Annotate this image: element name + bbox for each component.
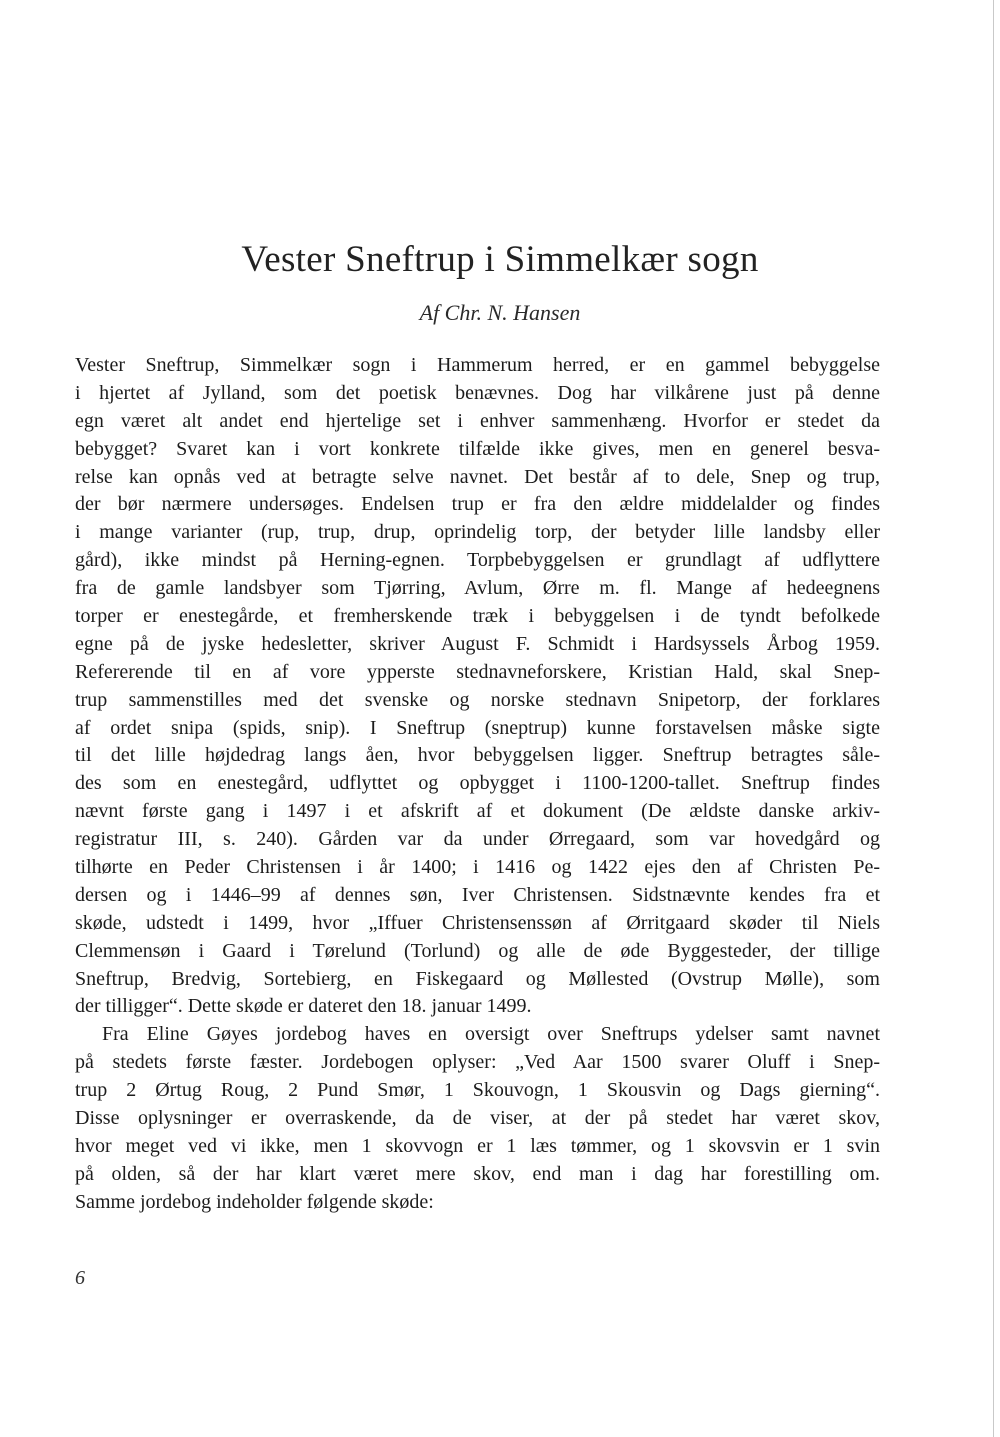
text-line: på stedets første fæster. Jordebogen oplyser: „Ved Aar 1500 svarer Oluff i Snep- (75, 1051, 880, 1074)
text-line: skøde, udstedt i 1499, hvor „Iffuer Christensenssøn af Ørritgaard skøder til Niels (75, 911, 880, 934)
text-line: der tilligger“. Dette skøde er dateret den 18. januar 1499. (75, 995, 532, 1018)
page-number: 6 (75, 1267, 85, 1289)
text-line: egne på de jyske hedesletter, skriver August F. Schmidt i Hardsyssels Årbog 1959. (75, 632, 880, 655)
article-body (75, 352, 880, 1217)
text-line: Disse oplysninger er overraskende, da de viser, at der på stedet har været skov, (75, 1107, 880, 1130)
text-line: Clemmensøn i Gaard i Tørelund (Torlund) og alle de øde Byggesteder, der tillige (75, 939, 880, 962)
page-edge-shadow (993, 0, 994, 1437)
text-line: til det lille højdedrag langs åen, hvor bebyggelsen ligger. Sneftrup betragtes såle- (75, 744, 880, 767)
text-line: på olden, så der har klart været mere skov, end man i dag har forestilling om. (75, 1162, 880, 1185)
text-line: i hjertet af Jylland, som det poetisk benævnes. Dog har vilkårene just på denne (75, 381, 880, 404)
article-byline: Af Chr. N. Hansen (419, 300, 581, 325)
article-title: Vester Sneftrup i Simmelkær sogn (241, 239, 759, 280)
text-line: Refererende til en af vore ypperste stednavneforskere, Kristian Hald, skal Snep- (75, 660, 880, 683)
text-line: trup sammenstilles med det svenske og norske stednavn Snipetorp, der forklares (75, 688, 880, 711)
text-line: Sneftrup, Bredvig, Sortebierg, en Fiskegaard og Møllested (Ovstrup Mølle), som (75, 967, 880, 990)
text-line: Vester Sneftrup, Simmelkær sogn i Hammerum herred, er en gammel bebyggelse (75, 354, 880, 376)
text-line: fra de gamle landsbyer som Tjørring, Avlum, Ørre m. fl. Mange af hedeegnens (75, 577, 880, 600)
text-line: dersen og i 1446–99 af dennes søn, Iver Christensen. Sidstnævnte kendes fra et (75, 883, 880, 906)
text-line: gård), ikke mindst på Herning-egnen. Torpbebyggelsen er grundlagt af udflyttere (75, 549, 880, 572)
text-line: der bør nærmere undersøges. Endelsen trup er fra den ældre middelalder og findes (75, 493, 880, 516)
text-line: relse kan opnås ved at betragte selve navnet. Det består af to dele, Snep og trup, (75, 465, 880, 488)
text-line: bebygget? Svaret kan i vort konkrete tilfælde ikke gives, men en generel besva- (75, 437, 880, 460)
text-line: hvor meget ved vi ikke, men 1 skovvogn er 1 læs tømmer, og 1 skovsvin er 1 svin (75, 1134, 880, 1157)
text-line: egn været alt andet end hjertelige set i enhver sammenhæng. Hvorfor er stedet da (75, 409, 880, 432)
text-line: torper er enestegårde, et fremherskende træk i bebyggelsen i de tyndt befolkede (75, 605, 880, 628)
text-line: tilhørte en Peder Christensen i år 1400; i 1416 og 1422 ejes den af Christen Pe- (75, 856, 880, 879)
text-line: des som en enestegård, udflyttet og opbygget i 1100-1200-tallet. Sneftrup findes (75, 772, 880, 795)
text-line: Fra Eline Gøyes jordebog haves en oversigt over Sneftrups ydelser samt navnet (102, 1023, 880, 1046)
text-line: nævnt første gang i 1497 i et afskrift af et dokument (De ældste danske arkiv- (75, 800, 880, 823)
text-line: Samme jordebog indeholder følgende skøde: (75, 1190, 434, 1213)
text-line: i mange varianter (rup, trup, drup, oprindelig torp, der betyder lille landsby eller (75, 521, 880, 544)
text-line: registratur III, s. 240). Gården var da under Ørregaard, som var hovedgård og (75, 828, 880, 851)
text-line: trup 2 Ørtug Roug, 2 Pund Smør, 1 Skouvogn, 1 Skousvin og Dags gierning“. (75, 1079, 880, 1102)
text-line: af ordet snipa (spids, snip). I Sneftrup (sneptrup) kunne forstavelsen måske sigte (75, 716, 880, 739)
